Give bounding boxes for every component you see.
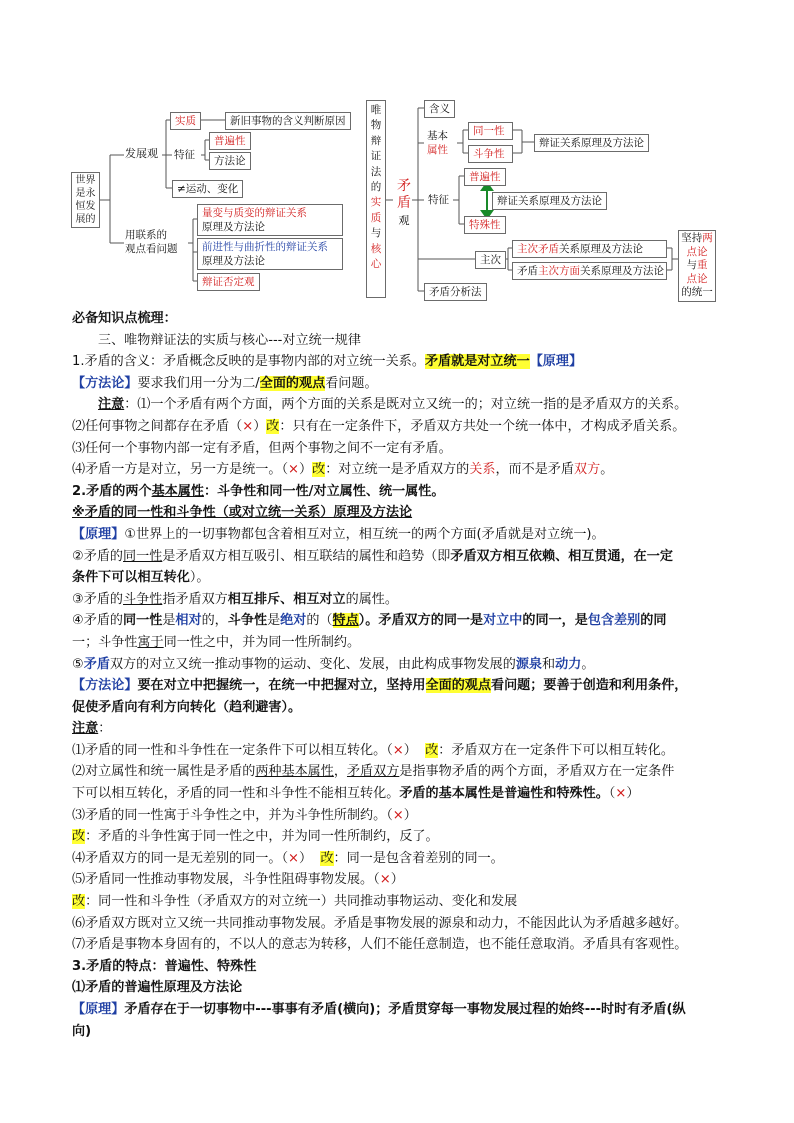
methodology-node: 方法论 bbox=[209, 152, 251, 170]
line-note-9b: 改：同一性和斗争性（矛盾双方的对立统一）共同推动事物运动、变化和发展 bbox=[72, 894, 518, 910]
line-universality-title: ⑴矛盾的普遍性原理及方法论 bbox=[72, 980, 243, 996]
line-methodology-2: 【方法论】要在对立中把握统一，在统一中把握对立，坚持用全面的观点看问题；要善于创造和利用条件， bbox=[72, 678, 688, 694]
line-universality-principle: 【原理】矛盾存在于一切事物中---事事有矛盾(横向)；矛盾贯穿每一事物发展过程的始终---时时有矛盾(纵 bbox=[72, 1002, 686, 1017]
line-principle-2: ②矛盾的同一性是矛盾双方相互吸引、相互联结的属性和趋势（即矛盾双方相互依赖、相互贯通，在一定 bbox=[72, 548, 673, 564]
quantity-quality-node: 量变与质变的辩证关系 原理及方法论 bbox=[197, 204, 343, 236]
line-principle-4: ④矛盾的同一性是相对的，斗争性是绝对的（特点）。矛盾双方的同一是对立中的同一，是包含差别的同 bbox=[72, 613, 667, 629]
line-note-9: ⑸矛盾同一性推动事物发展，斗争性阻碍事物发展。（×） bbox=[72, 872, 404, 888]
line-methodology-2b: 促使矛盾向有利方向转化（趋利避害）。 bbox=[72, 699, 302, 715]
line-note-8: ⑷矛盾双方的同一是无差别的同一。（×） 改：同一是包含着差别的同一。 bbox=[72, 850, 504, 866]
dialectical-negation-node: 辩证否定观 bbox=[197, 273, 260, 291]
feature-label-2: 特征 bbox=[428, 194, 449, 206]
dialectic-relation-node-1: 辩证关系原理及方法论 bbox=[534, 134, 649, 152]
chapter-title: 三、唯物辩证法的实质与核心---对立统一规律 bbox=[98, 332, 361, 348]
line-two-attributes: 2.矛盾的两个基本属性：斗争性和同一性/对立属性、统一属性。 bbox=[72, 483, 445, 499]
line-contradiction-meaning: 1.矛盾的含义：矛盾概念反映的是事物内部的对立统一关系。矛盾就是对立统一【原理】 bbox=[72, 354, 583, 370]
line-note-6: ⑵对立属性和统一属性是矛盾的两种基本属性，矛盾双方是指事物矛盾的两个方面，矛盾双方在一定条件 bbox=[72, 764, 675, 780]
mind-map-diagram bbox=[0, 0, 794, 305]
line-principle-5: ⑤矛盾双方的对立又统一推动事物的运动、变化、发展，由此构成事物发展的源泉和动力。 bbox=[72, 656, 595, 672]
line-principle-4b: 一；斗争性寓于同一性之中，并为同一性所制约。 bbox=[72, 634, 361, 650]
mind-map-connectors bbox=[0, 0, 794, 305]
center-title-node: 唯 物 辩 证 法 的 实 质 与 核 心 bbox=[366, 100, 386, 298]
struggle-node: 斗争性 bbox=[468, 145, 513, 163]
two-point-theory-node: 坚持两 点论 与重 点论 的统一 bbox=[678, 230, 716, 302]
line-note-heading: 注意： bbox=[72, 721, 112, 737]
line-note-7: ⑶矛盾的同一性寓于斗争性之中，并为斗争性所制约。（×） bbox=[72, 807, 417, 823]
line-note-11: ⑺矛盾是事物本身固有的，不以人的意志为转移，人们不能任意制造，也不能任意取消。矛盾具有客观性。 bbox=[72, 937, 688, 953]
line-note-6b: 下可以相互转化，矛盾的同一性和斗争性不能相互转化。矛盾的基本属性是普遍性和特殊性。（×） bbox=[72, 786, 640, 802]
primary-secondary-node: 主次 bbox=[475, 251, 506, 269]
notes-body bbox=[72, 308, 732, 1042]
feature-label: 特征 bbox=[174, 149, 195, 161]
line-note-7b: 改：矛盾的斗争性寓于同一性之中，并为同一性所制约，反了。 bbox=[72, 829, 439, 845]
particularity-node: 特殊性 bbox=[464, 216, 506, 234]
line-principle-3: ③矛盾的斗争性指矛盾双方相互排斥、相互对立的属性。 bbox=[72, 591, 398, 607]
line-universality-principle-b: 向) bbox=[72, 1023, 92, 1039]
line-identity-struggle-title: ※矛盾的同一性和斗争性（或对立统一关系）原理及方法论 bbox=[72, 505, 413, 521]
progress-tortuosity-node: 前进性与曲折性的辩证关系 原理及方法论 bbox=[197, 238, 343, 270]
meaning-node: 含义 bbox=[424, 100, 455, 118]
development-view-label: 发展观 bbox=[125, 147, 158, 160]
universality-node: 普遍性 bbox=[209, 132, 251, 150]
section-heading: 必备知识点梳理： bbox=[72, 311, 177, 326]
not-motion-node: ≠运动、变化 bbox=[172, 180, 243, 198]
line-methodology-1: 【方法论】要求我们用一分为二/全面的观点看问题。 bbox=[72, 375, 378, 391]
contradiction-analysis-node: 矛盾分析法 bbox=[424, 283, 487, 301]
essence-node: 实质 bbox=[170, 112, 201, 130]
line-principle-2b: 条件下可以相互转化）。 bbox=[72, 570, 210, 586]
essence-desc-node: 新旧事物的含义判断原因 bbox=[225, 112, 351, 130]
dialectic-relation-node-2: 辩证关系原理及方法论 bbox=[492, 192, 607, 210]
line-note-1: 注意：⑴一个矛盾有两个方面，两个方面的关系是既对立又统一的；对立统一指的是矛盾双方的关系。 bbox=[98, 397, 688, 413]
root-world-node: 世界 是永 恒发 展的 bbox=[71, 172, 100, 228]
line-note-2: ⑵任何事物之间都存在矛盾（×）改：只有在一定条件下，矛盾双方共处一个统一体中，才构成矛盾关系。 bbox=[72, 418, 686, 434]
line-principle-1: 【原理】①世界上的一切事物都包含着相互对立，相互统一的两个方面(矛盾就是对立统一)。 bbox=[72, 526, 605, 542]
identity-node: 同一性 bbox=[468, 122, 513, 140]
contradiction-view-node: 矛 盾 观 bbox=[397, 178, 411, 227]
line-note-5: ⑴矛盾的同一性和斗争性在一定条件下可以相互转化。（×） 改：矛盾双方在一定条件下可以相互转化。 bbox=[72, 742, 674, 758]
principal-aspect-node: 矛盾主次方面关系原理及方法论 bbox=[512, 262, 667, 280]
line-note-4: ⑷矛盾一方是对立，另一方是统一。（×）改：对立统一是矛盾双方的关系，而不是矛盾双方。 bbox=[72, 462, 614, 478]
basic-attribute-label: 基本 属性 bbox=[427, 130, 448, 156]
principal-contradiction-node: 主次矛盾关系原理及方法论 bbox=[512, 240, 667, 258]
line-features-title: 3.矛盾的特点：普遍性、特殊性 bbox=[72, 958, 257, 974]
universality-node-2: 普遍性 bbox=[464, 168, 506, 186]
connection-view-label: 用联系的 观点看问题 bbox=[125, 229, 178, 255]
line-note-3: ⑶任何一个事物内部一定有矛盾，但两个事物之间不一定有矛盾。 bbox=[72, 440, 452, 456]
line-note-10: ⑹矛盾双方既对立又统一共同推动事物发展。矛盾是事物发展的源泉和动力，不能因此认为矛盾越多越好。 bbox=[72, 915, 688, 931]
